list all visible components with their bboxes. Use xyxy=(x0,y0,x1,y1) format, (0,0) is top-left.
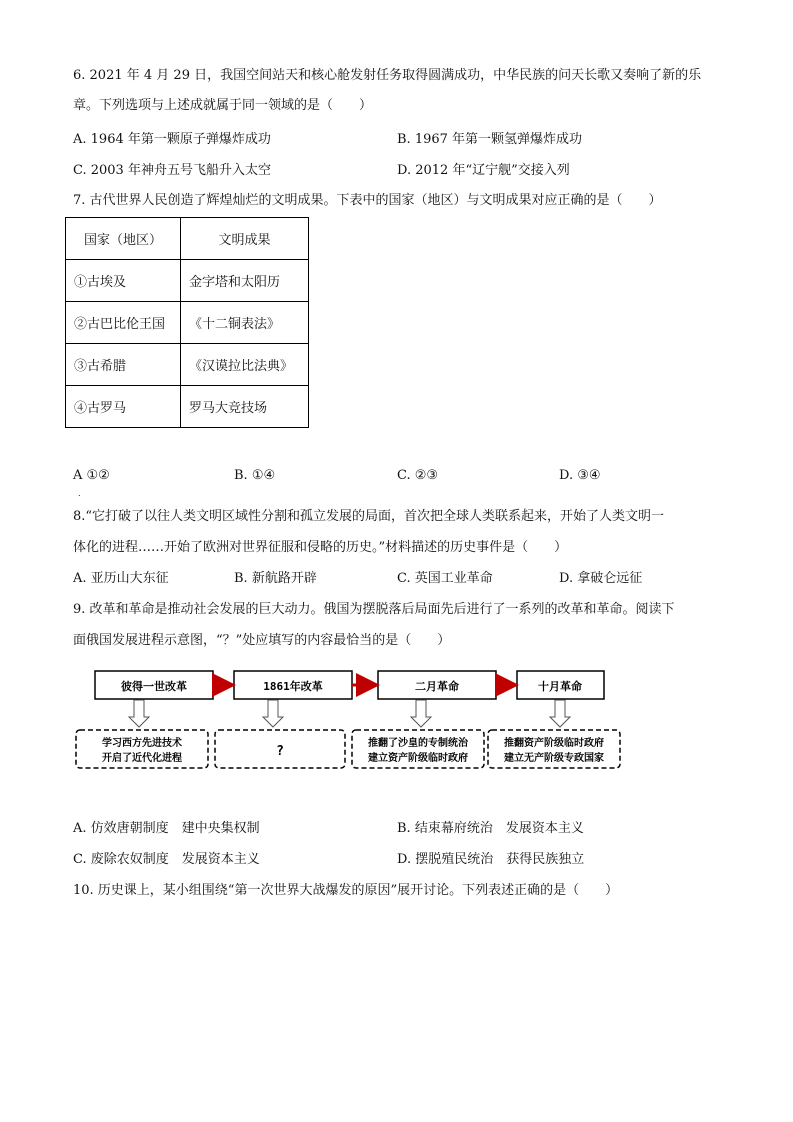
q9-option-d: D. 摆脱殖民统治 获得民族独立 xyxy=(397,852,585,867)
q7-option-b: B. ①④ xyxy=(234,468,276,483)
q8-option-a: A. 亚历山大东征 xyxy=(73,571,169,586)
table-cell-achievement: 罗马大竞技场 xyxy=(181,386,309,428)
q6-option-a: A. 1964 年第一颗原子弹爆炸成功 xyxy=(73,132,271,147)
table-header-achievement: 文明成果 xyxy=(181,218,309,260)
stage-label-october: 十月革命 xyxy=(538,680,582,693)
table-cell-achievement: 金字塔和太阳历 xyxy=(181,260,309,302)
q7-option-d: D. ③④ xyxy=(559,468,601,483)
q8-option-d: D. 拿破仑远征 xyxy=(559,571,643,586)
q6-stem-line1: 6. 2021 年 4 月 29 日，我国空间站天和核心舱发射任务取得圆满成功，中华民族的问天长歌又奏响了新的乐 xyxy=(73,68,702,83)
q8-stem-line1: 8.“它打破了以往人类文明区域性分割和孤立发展的局面，首次把全球人类联系起来，开始了人类文明一 xyxy=(73,509,665,524)
q7-option-a: A ①② xyxy=(73,468,110,483)
table-cell-achievement: 《十二铜表法》 xyxy=(181,302,309,344)
q9-stem-line1: 9. 改革和革命是推动社会发展的巨大动力。俄国为摆脱落后局面先后进行了一系列的改革和革命。阅读下 xyxy=(73,602,675,617)
result-peter-line1: 学习西方先进技术 xyxy=(102,738,182,749)
q7-option-c: C. ②③ xyxy=(397,468,439,483)
q9-option-c: C. 废除农奴制度 发展资本主义 xyxy=(73,852,260,867)
table-row xyxy=(66,302,309,344)
result-february-line2: 建立资产阶级临时政府 xyxy=(368,753,468,764)
q8-stem-line2: 体化的进程……开始了欧洲对世界征服和侵略的历史。”材料描述的历史事件是（ ） xyxy=(73,540,568,555)
table-row xyxy=(66,344,309,386)
arrow-down-icon xyxy=(411,700,431,727)
table-header-row xyxy=(66,218,309,260)
table-cell-country: ④古罗马 xyxy=(66,386,181,428)
result-1861-unknown: ? xyxy=(276,744,284,759)
stage-label-february: 二月革命 xyxy=(415,680,459,693)
q9-option-a: A. 仿效唐朝制度 建中央集权制 xyxy=(73,821,260,836)
russia-development-diagram xyxy=(70,665,630,775)
q6-stem-line2: 章。下列选项与上述成就属于同一领域的是（ ） xyxy=(73,98,373,113)
stage-label-peter: 彼得一世改革 xyxy=(121,680,187,693)
arrow-down-icon xyxy=(129,700,149,727)
result-october-line2: 建立无产阶级专政国家 xyxy=(504,753,604,764)
stage-label-1861: 1861年改革 xyxy=(263,680,323,693)
table-cell-country: ③古希腊 xyxy=(66,344,181,386)
q6-option-b: B. 1967 年第一颗氢弹爆炸成功 xyxy=(397,132,583,147)
q6-option-d: D. 2012 年“辽宁舰”交接入列 xyxy=(397,163,570,178)
q9-option-b: B. 结束幕府统治 发展资本主义 xyxy=(397,821,584,836)
q8-option-b: B. 新航路开辟 xyxy=(234,571,317,586)
arrow-down-icon xyxy=(550,700,570,727)
table-cell-achievement: 《汉谟拉比法典》 xyxy=(181,344,309,386)
q9-stem-line2: 面俄国发展进程示意图，“？”处应填写的内容最恰当的是（ ） xyxy=(73,633,451,648)
result-february-line1: 推翻了沙皇的专制统治 xyxy=(368,738,468,749)
arrow-down-icon xyxy=(263,700,283,727)
table-row xyxy=(66,260,309,302)
table-cell-country: ②古巴比伦王国 xyxy=(66,302,181,344)
result-october-line1: 推翻资产阶级临时政府 xyxy=(504,738,604,749)
q7-stray-mark: . xyxy=(78,489,81,498)
q8-option-c: C. 英国工业革命 xyxy=(397,571,493,586)
q10-stem: 10. 历史课上，某小组围绕“第一次世界大战爆发的原因”展开讨论。下列表述正确的是（ ） xyxy=(73,883,619,898)
q6-option-c: C. 2003 年神舟五号飞船升入太空 xyxy=(73,163,271,178)
table-row xyxy=(66,386,309,428)
table-header-country: 国家（地区） xyxy=(66,218,181,260)
table-cell-country: ①古埃及 xyxy=(66,260,181,302)
q7-stem: 7. 古代世界人民创造了辉煌灿烂的文明成果。下表中的国家（地区）与文明成果对应正确的是（ ） xyxy=(73,193,662,208)
q7-table xyxy=(65,217,309,428)
result-peter-line2: 开启了近代化进程 xyxy=(102,753,182,764)
